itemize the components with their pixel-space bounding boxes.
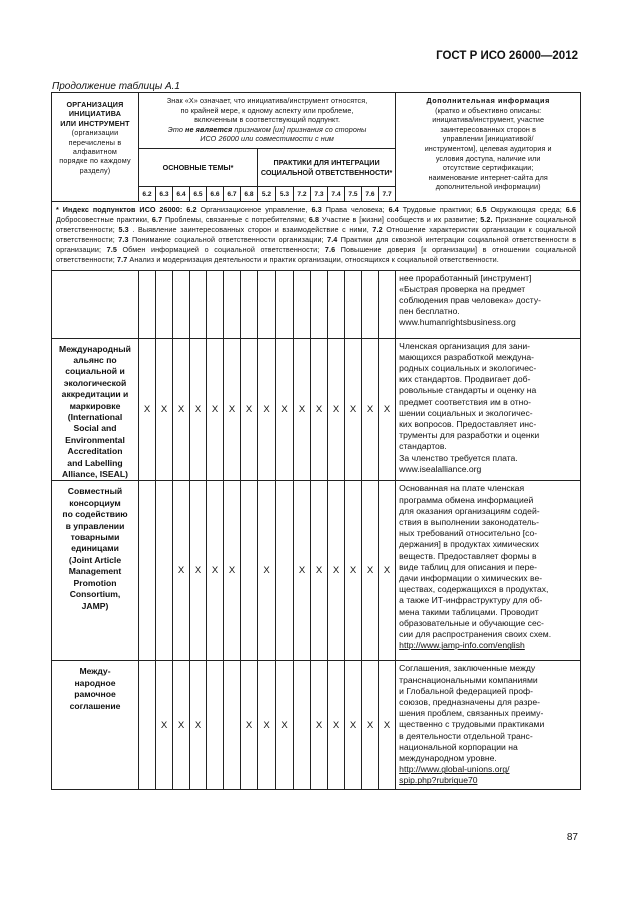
organization-name-line: Accreditation [67, 446, 123, 457]
x-mark-cell [156, 481, 173, 661]
note-line: Знак «Х» означает, что инициатива/инструмент относятся, [166, 96, 368, 105]
x-mark-cell: X [173, 338, 190, 481]
x-mark-cell: X [224, 481, 241, 661]
x-mark-cell [379, 270, 396, 338]
x-mark-cell [224, 661, 241, 789]
x-mark-cell [190, 270, 207, 338]
description-line: пен бесплатно. [399, 306, 460, 317]
clause-code-header: 7.7 [379, 187, 396, 202]
x-mark-cell: X [311, 338, 328, 481]
organization-name [52, 481, 139, 661]
description-line: «Быстрая проверка на предмет [399, 283, 526, 294]
description-line: стандартов. [399, 441, 447, 452]
x-mark-cell: X [311, 661, 328, 789]
note-line: по крайней мере, к одному аспекту или проблеме, [180, 105, 354, 115]
description-line: За членство требуется плата. [399, 452, 518, 463]
description-line: а также ИТ-инфраструктуру для об- [399, 595, 543, 606]
organization-name [52, 661, 139, 789]
footnote-text: Права человека; [325, 205, 385, 214]
website-link: http://www.jamp-info.com/english [399, 640, 525, 651]
x-mark-cell: X [311, 481, 328, 661]
x-mark-cell: X [190, 338, 207, 481]
note-italic-post: признаком [их] признания со стороны [232, 124, 367, 134]
footnote-code: 7.4 [327, 235, 338, 245]
x-mark-cell [258, 270, 276, 338]
footnote-text: Трудовые практики; [402, 205, 473, 214]
organization-name-line: товарными [70, 532, 120, 543]
organization-name-line: социальной и [65, 366, 125, 377]
organization-name-line: единицами [71, 543, 119, 554]
x-mark-cell: X [258, 661, 276, 789]
description-line: союзов, предназначены для разре- [399, 697, 540, 708]
organization-name-line: Management [68, 566, 122, 577]
x-mark-cell: X [379, 481, 396, 661]
footnote-text: Повышение доверия [к организации] в отношении социальной ответственности; [56, 245, 577, 265]
description-line: мающихся разработкой междуна- [399, 351, 534, 362]
footnote-text: Практики для сквозной интеграции социальной ответственности в организации; [56, 235, 577, 255]
x-mark-cell: X [139, 338, 156, 481]
table-continuation-caption: Продолжение таблицы А.1 [52, 81, 180, 92]
note-italic-bold: не является [185, 124, 233, 134]
x-mark-cell: X [241, 661, 258, 789]
footnote-text: Добросовестные практики, [56, 215, 150, 225]
org-header-subtitle-line: порядке по каждому [59, 156, 131, 166]
x-mark-cell: X [207, 481, 224, 661]
clause-code-header: 7.4 [328, 187, 345, 202]
clause-code-header: 6.7 [224, 187, 241, 202]
description-line: Членская организация для зани- [399, 340, 531, 351]
footnote-code: 5.3 [118, 225, 129, 235]
organization-name [52, 338, 139, 481]
description-line: мена такими таблицами. Проводит [399, 606, 539, 617]
description-line: соблюдения прав человека» досту- [399, 294, 541, 305]
x-mark-cell: X [241, 338, 258, 481]
x-mark-cell: X [345, 481, 362, 661]
organization-name-line: экологической [63, 377, 127, 388]
description-line: ществах, содержащихся в продуктах, [399, 584, 549, 595]
description-line: Соглашения, заключенные между [399, 663, 536, 674]
x-mark-cell [139, 270, 156, 338]
x-mark-cell: X [294, 481, 311, 661]
x-mark-cell [241, 481, 258, 661]
x-mark-cell: X [345, 661, 362, 789]
description-line: трументы для разработки и оценки [399, 430, 540, 441]
organization-name-line: рамочное [74, 689, 116, 700]
x-mark-cell: X [156, 338, 173, 481]
website-link: spip.php?rubrique70 [399, 775, 478, 786]
footnote-lead: * Индекс подпунктов ИСО 26000: [56, 205, 183, 214]
additional-info-line: наименование интернет-сайта для [428, 172, 548, 182]
x-mark-cell: X [379, 338, 396, 481]
note-italic-line-2: ИСО 26000 или совместимости с ним [200, 134, 334, 144]
initiatives-table [51, 92, 581, 790]
x-mark-cell: X [294, 338, 311, 481]
x-mark-cell [294, 270, 311, 338]
website-link: http://www.global-unions.org/ [399, 764, 510, 775]
org-column-header [52, 93, 139, 202]
footnote-text: Отношение характеристик организации к социальной ответственности; [56, 225, 577, 245]
footnote-code: 7.2 [372, 225, 383, 235]
description-line: шения проблем, связанных преиму- [399, 708, 544, 719]
note-italic-line [141, 125, 393, 135]
description-line: ствия в выполнении законодатель- [399, 517, 540, 528]
organization-name-line: Social and [73, 423, 117, 434]
x-mark-cell [311, 270, 328, 338]
clause-code-header: 6.5 [190, 187, 207, 202]
org-header-subtitle-line: (организации [71, 128, 119, 138]
x-mark-cell: X [190, 481, 207, 661]
website-link: www.isealalliance.org [399, 463, 482, 474]
organization-name-line: маркировке [69, 400, 121, 411]
organization-name-line: в управлении [65, 520, 125, 531]
x-mark-cell [328, 270, 345, 338]
description-line: сии для распространения своих схем. [399, 629, 552, 640]
x-mark-cell [173, 270, 190, 338]
organization-name-line: Alliance, ISEAL) [62, 469, 128, 480]
organization-name-line: Consortium, [69, 589, 121, 600]
footnote-text: Анализ и модернизация деятельности и практик организации, относящихся к социальной ответственности. [129, 255, 499, 265]
clause-code-header: 6.6 [207, 187, 224, 202]
note-line: включенным в соответствующий подпункт. [194, 115, 341, 125]
clause-code-header: 7.5 [345, 187, 362, 202]
additional-info-text [396, 270, 581, 338]
footnote-code: 7.7 [117, 255, 128, 265]
footnote-text: Проблемы, связанные с потребителями; [164, 215, 307, 225]
x-mark-cell: X [362, 338, 379, 481]
website-link: www.humanrightsbusiness.org [399, 317, 516, 328]
x-mark-cell: X [328, 338, 345, 481]
organization-name-line: народное [74, 677, 116, 688]
organization-name-line: аккредитации и [61, 389, 129, 400]
additional-info-header [396, 93, 581, 202]
additional-info-text [396, 661, 581, 789]
description-line: образовательные и обучающие сес- [399, 617, 544, 628]
footnote-text: Организационное управление, [200, 205, 308, 214]
description-line: для оказания организациям содей- [399, 505, 540, 516]
x-mark-cell: X [379, 661, 396, 789]
organization-name-line: Promotion [73, 577, 117, 588]
clause-code-header: 5.3 [276, 187, 294, 202]
description-line: национальной корпорации на [399, 741, 518, 752]
table-row [52, 481, 581, 661]
org-header-title-line: ИЛИ ИНСТРУМЕНТ [60, 118, 130, 128]
footnote-code: 6.6 [565, 205, 577, 214]
org-header-subtitle-line: разделу) [79, 165, 111, 175]
description-line: щественно с трудовыми практиками [399, 719, 545, 730]
description-line: ных требований относительно [со- [399, 528, 538, 539]
additional-info-line: заинтересованных сторон в [440, 124, 536, 134]
organization-name-line: Между- [79, 666, 111, 677]
clause-code-header: 7.3 [311, 187, 328, 202]
description-line: ких вопросов. Предоставляет инс- [399, 418, 537, 429]
organization-name-line: (International [67, 412, 123, 422]
note-italic-pre: Это [167, 124, 186, 134]
x-mark-cell: X [276, 661, 294, 789]
org-header-title-line: ОРГАНИЗАЦИЯ [66, 100, 124, 109]
clause-code-header: 7.6 [362, 187, 379, 202]
organization-name-line: альянс по [73, 354, 117, 365]
description-line: дачи информации о химических ве- [399, 573, 543, 584]
table-row [52, 270, 581, 338]
organization-name-line: (Joint Article [68, 554, 122, 565]
x-mark-cell: X [190, 661, 207, 789]
x-mark-cell: X [156, 661, 173, 789]
footnote-code: 6.2 [186, 205, 197, 214]
description-line: ровольные стандарты и оценку на [399, 385, 537, 396]
organization-name-line: по содействию [62, 509, 128, 520]
x-mark-cell [294, 661, 311, 789]
x-mark-cell [224, 270, 241, 338]
org-header-subtitle-line: алфавитном [72, 147, 118, 157]
description-line: виде таблиц для описания и пере- [399, 561, 538, 572]
footnote-text: Признание социальной ответственности; [56, 215, 577, 235]
x-mark-cell: X [362, 481, 379, 661]
additional-info-line: условия доступа, наличие или [435, 153, 541, 163]
x-mark-cell [139, 481, 156, 661]
x-mark-cell [156, 270, 173, 338]
description-line: нее проработанный [инструмент] [399, 272, 532, 283]
organization-name-line: Environmental [65, 434, 125, 445]
additional-info-line: отсутствие сертификации; [442, 163, 534, 173]
table-row [52, 338, 581, 481]
additional-info-line: (кратко и объективно описаны: [435, 105, 542, 115]
footnote-code: 6.4 [388, 205, 399, 214]
x-mark-cell: X [173, 481, 190, 661]
x-mark-cell [241, 270, 258, 338]
additional-info-line: инструментом], целевая аудитория и [424, 143, 552, 153]
x-mark-cell: X [258, 338, 276, 481]
x-mark-cell: X [207, 338, 224, 481]
footnote-text: . Выявление заинтересованных сторон и взаимодействие с ними, [132, 225, 369, 235]
clause-index-footnote [52, 202, 581, 271]
x-mark-cell [207, 270, 224, 338]
clause-code-header: 5.2 [258, 187, 276, 202]
clause-code-header: 6.8 [241, 187, 258, 202]
standard-code: ГОСТ Р ИСО 26000—2012 [436, 50, 578, 62]
x-mark-cell: X [173, 661, 190, 789]
description-line: Основанная на плате членская [399, 483, 525, 494]
footnote-code: 6.5 [476, 205, 487, 214]
clause-code-header: 7.2 [294, 187, 311, 202]
additional-info-line: управлении [инициативой/ [442, 134, 534, 144]
description-line: шении социальных и экологичес- [399, 407, 533, 418]
organization-name-line: Совместный [67, 486, 123, 497]
practices-header: ПРАКТИКИ ДЛЯ ИНТЕГРАЦИИ СОЦИАЛЬНОЙ ОТВЕТСТВЕННОСТИ* [258, 149, 396, 187]
x-mark-cell: X [224, 338, 241, 481]
x-mark-explanation [139, 93, 396, 149]
table-row [52, 661, 581, 789]
x-mark-cell [139, 661, 156, 789]
footnote-code: 5.2. [480, 215, 493, 225]
description-line: транснациональными компаниями [399, 674, 538, 685]
page-number: 87 [566, 832, 578, 843]
additional-info-title: Дополнительная информация [426, 96, 550, 105]
org-header-title-line: ИНИЦИАТИВА [68, 109, 122, 119]
footnote-text: Участие в [жизни] сообществ и их развитие; [321, 215, 478, 225]
clause-code-header: 6.2 [139, 187, 156, 202]
additional-info-line: дополнительной информации) [435, 182, 541, 192]
footnote-code: 6.7 [151, 215, 163, 225]
footnote-code: 6.8 [308, 215, 320, 225]
additional-info-line: инициатива/инструмент, участие [432, 115, 545, 125]
additional-info-text [396, 481, 581, 661]
additional-info-text [396, 338, 581, 481]
footnote-code: 7.5 [106, 245, 117, 255]
x-mark-cell: X [258, 481, 276, 661]
x-mark-cell: X [328, 481, 345, 661]
footnote-code: 7.6 [324, 245, 336, 255]
description-line: веществ. Предоставляет формы в [399, 550, 537, 561]
organization-name [52, 270, 139, 338]
organization-name-line: and Labelling [67, 457, 123, 468]
clause-code-header: 6.4 [173, 187, 190, 202]
organization-name-line: JAMP) [81, 600, 109, 611]
x-mark-cell [207, 661, 224, 789]
description-line: международном уровне. [399, 753, 497, 764]
description-line: в деятельности отдельной транс- [399, 730, 533, 741]
org-header-subtitle-line: перечислены в [68, 137, 122, 147]
x-mark-cell: X [276, 338, 294, 481]
description-line: родных социальных и экологичес- [399, 362, 537, 373]
footnote-text: Обмен информацией о социальной ответственности; [122, 245, 320, 255]
description-line: и Глобальной федерацией проф- [399, 685, 533, 696]
organization-name-line: консорциум [69, 497, 121, 508]
x-mark-cell [276, 270, 294, 338]
x-mark-cell [362, 270, 379, 338]
footnote-code: 7.3 [118, 235, 129, 245]
x-mark-cell: X [362, 661, 379, 789]
clause-code-header: 6.3 [156, 187, 173, 202]
footnote-text: Понимание социальной ответственности организации; [131, 235, 324, 245]
x-mark-cell: X [328, 661, 345, 789]
description-line: предмет соответствия им в отно- [399, 396, 532, 407]
footnote-code: 6.3 [311, 205, 322, 214]
x-mark-cell [276, 481, 294, 661]
description-line: держания] в продуктах химических [399, 539, 539, 550]
footnote-text: Окружающая среда; [490, 205, 562, 214]
description-line: программа обмена информацией [399, 494, 534, 505]
core-subjects-header: ОСНОВНЫЕ ТЕМЫ* [139, 149, 258, 187]
organization-name-line: Международный [59, 343, 131, 354]
description-line: ких стандартов. Продвигает доб- [399, 374, 531, 385]
x-mark-cell: X [345, 338, 362, 481]
x-mark-cell [345, 270, 362, 338]
organization-name-line: соглашение [69, 700, 121, 711]
